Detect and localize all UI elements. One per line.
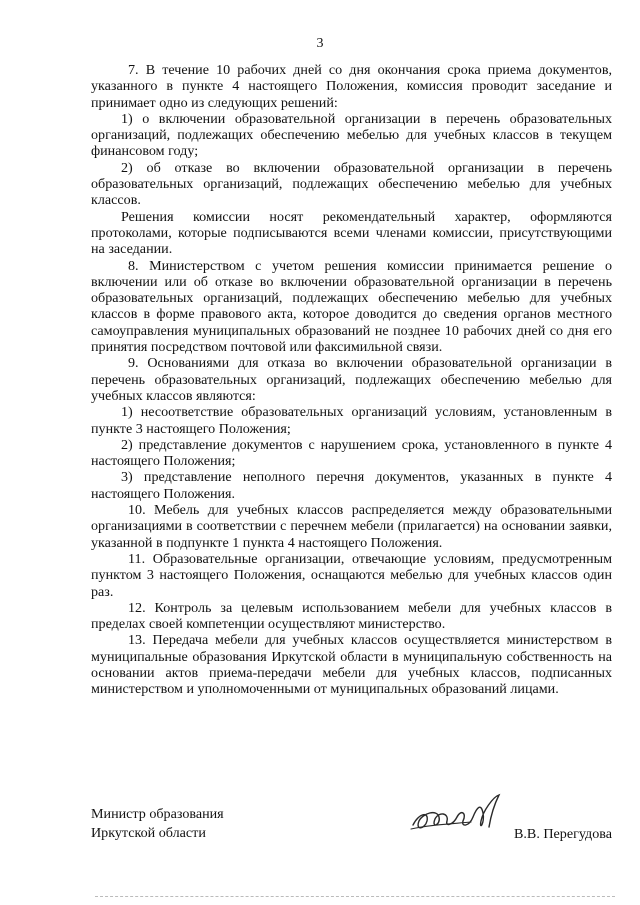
paragraph-9-item-3: 3) представление неполного перечня документов, указанных в пункте 4 настоящего Положения. (91, 469, 612, 502)
document-body (91, 62, 612, 698)
paragraph-7-item-1: 1) о включении образовательной организации в перечень образовательных организаций, подлежащих обеспечению мебелью для учебных классов в текущем финансовом году; (91, 110, 612, 160)
paragraph-decisions: Решения комиссии носят рекомендательный характер, оформляются протоколами, которые подписываются всеми членами комиссии, присутствующими на заседании. (91, 208, 612, 258)
paragraph-11: 11. Образовательные организации, отвечающие условиям, предусмотренным пунктом 3 настоящего Положения, оснащаются мебелью для учебных классов один раз. (91, 550, 612, 600)
paragraph-12: 12. Контроль за целевым использованием мебели для учебных классов в пределах своей компетенции осуществляют министерство. (91, 599, 612, 633)
paragraph-9-item-1: 1) несоответствие образовательных организаций условиям, установленным в пункте 3 настоящего Положения; (91, 404, 612, 437)
signatory-name: В.В. Перегудова (514, 826, 612, 842)
paragraph-9-item-2: 2) представление документов с нарушением срока, установленного в пункте 4 настоящего Положения; (91, 436, 612, 470)
paragraph-8: 8. Министерством с учетом решения комиссии принимается решение о включении или об отказе во включении образовательной организации в перечень образовательных организаций, подлежащих обеспечению мебелью для учебных классов в форме правового акта, которое доводится до сведения органов местного самоуправления муниципальных образований не позднее 10 рабочих дней со дня его принятия посредством почтовой или факсимильной связи. (91, 257, 612, 356)
signatory-position-line-1: Министр образования (91, 806, 224, 822)
bottom-scan-line (95, 896, 615, 897)
signatory-position (91, 805, 224, 842)
signatory-position-line-2: Иркутской области (91, 824, 206, 841)
page-number: 3 (316, 36, 324, 51)
paragraph-7-item-2: 2) об отказе во включении образовательной организации в перечень образовательных организаций, подлежащих обеспечению мебелью для учебных классов. (91, 159, 612, 209)
paragraph-13: 13. Передача мебели для учебных классов осуществляется министерством в муниципальные образования Иркутской области в муниципальную собственность на основании актов приема-передачи мебели для учебных классов, подписанных министерством и уполномоченными от муниципальных образований лицами. (91, 632, 612, 698)
paragraph-7: 7. В течение 10 рабочих дней со дня окончания срока приема документов, указанного в пункте 4 настоящего Положения, комиссия проводит заседание и принимает одно из следующих решений: (91, 62, 612, 111)
paragraph-9: 9. Основаниями для отказа во включении образовательной организации в перечень образовательных организаций, подлежащих обеспечению мебелью для учебных классов являются: (91, 355, 612, 404)
paragraph-10: 10. Мебель для учебных классов распределяется между образовательными организациями в соответствии с перечнем мебели (прилагается) на основании заявки, указанной в подпункте 1 пункта 4 настоящего Положения. (91, 502, 612, 551)
handwritten-signature-icon (409, 791, 509, 837)
